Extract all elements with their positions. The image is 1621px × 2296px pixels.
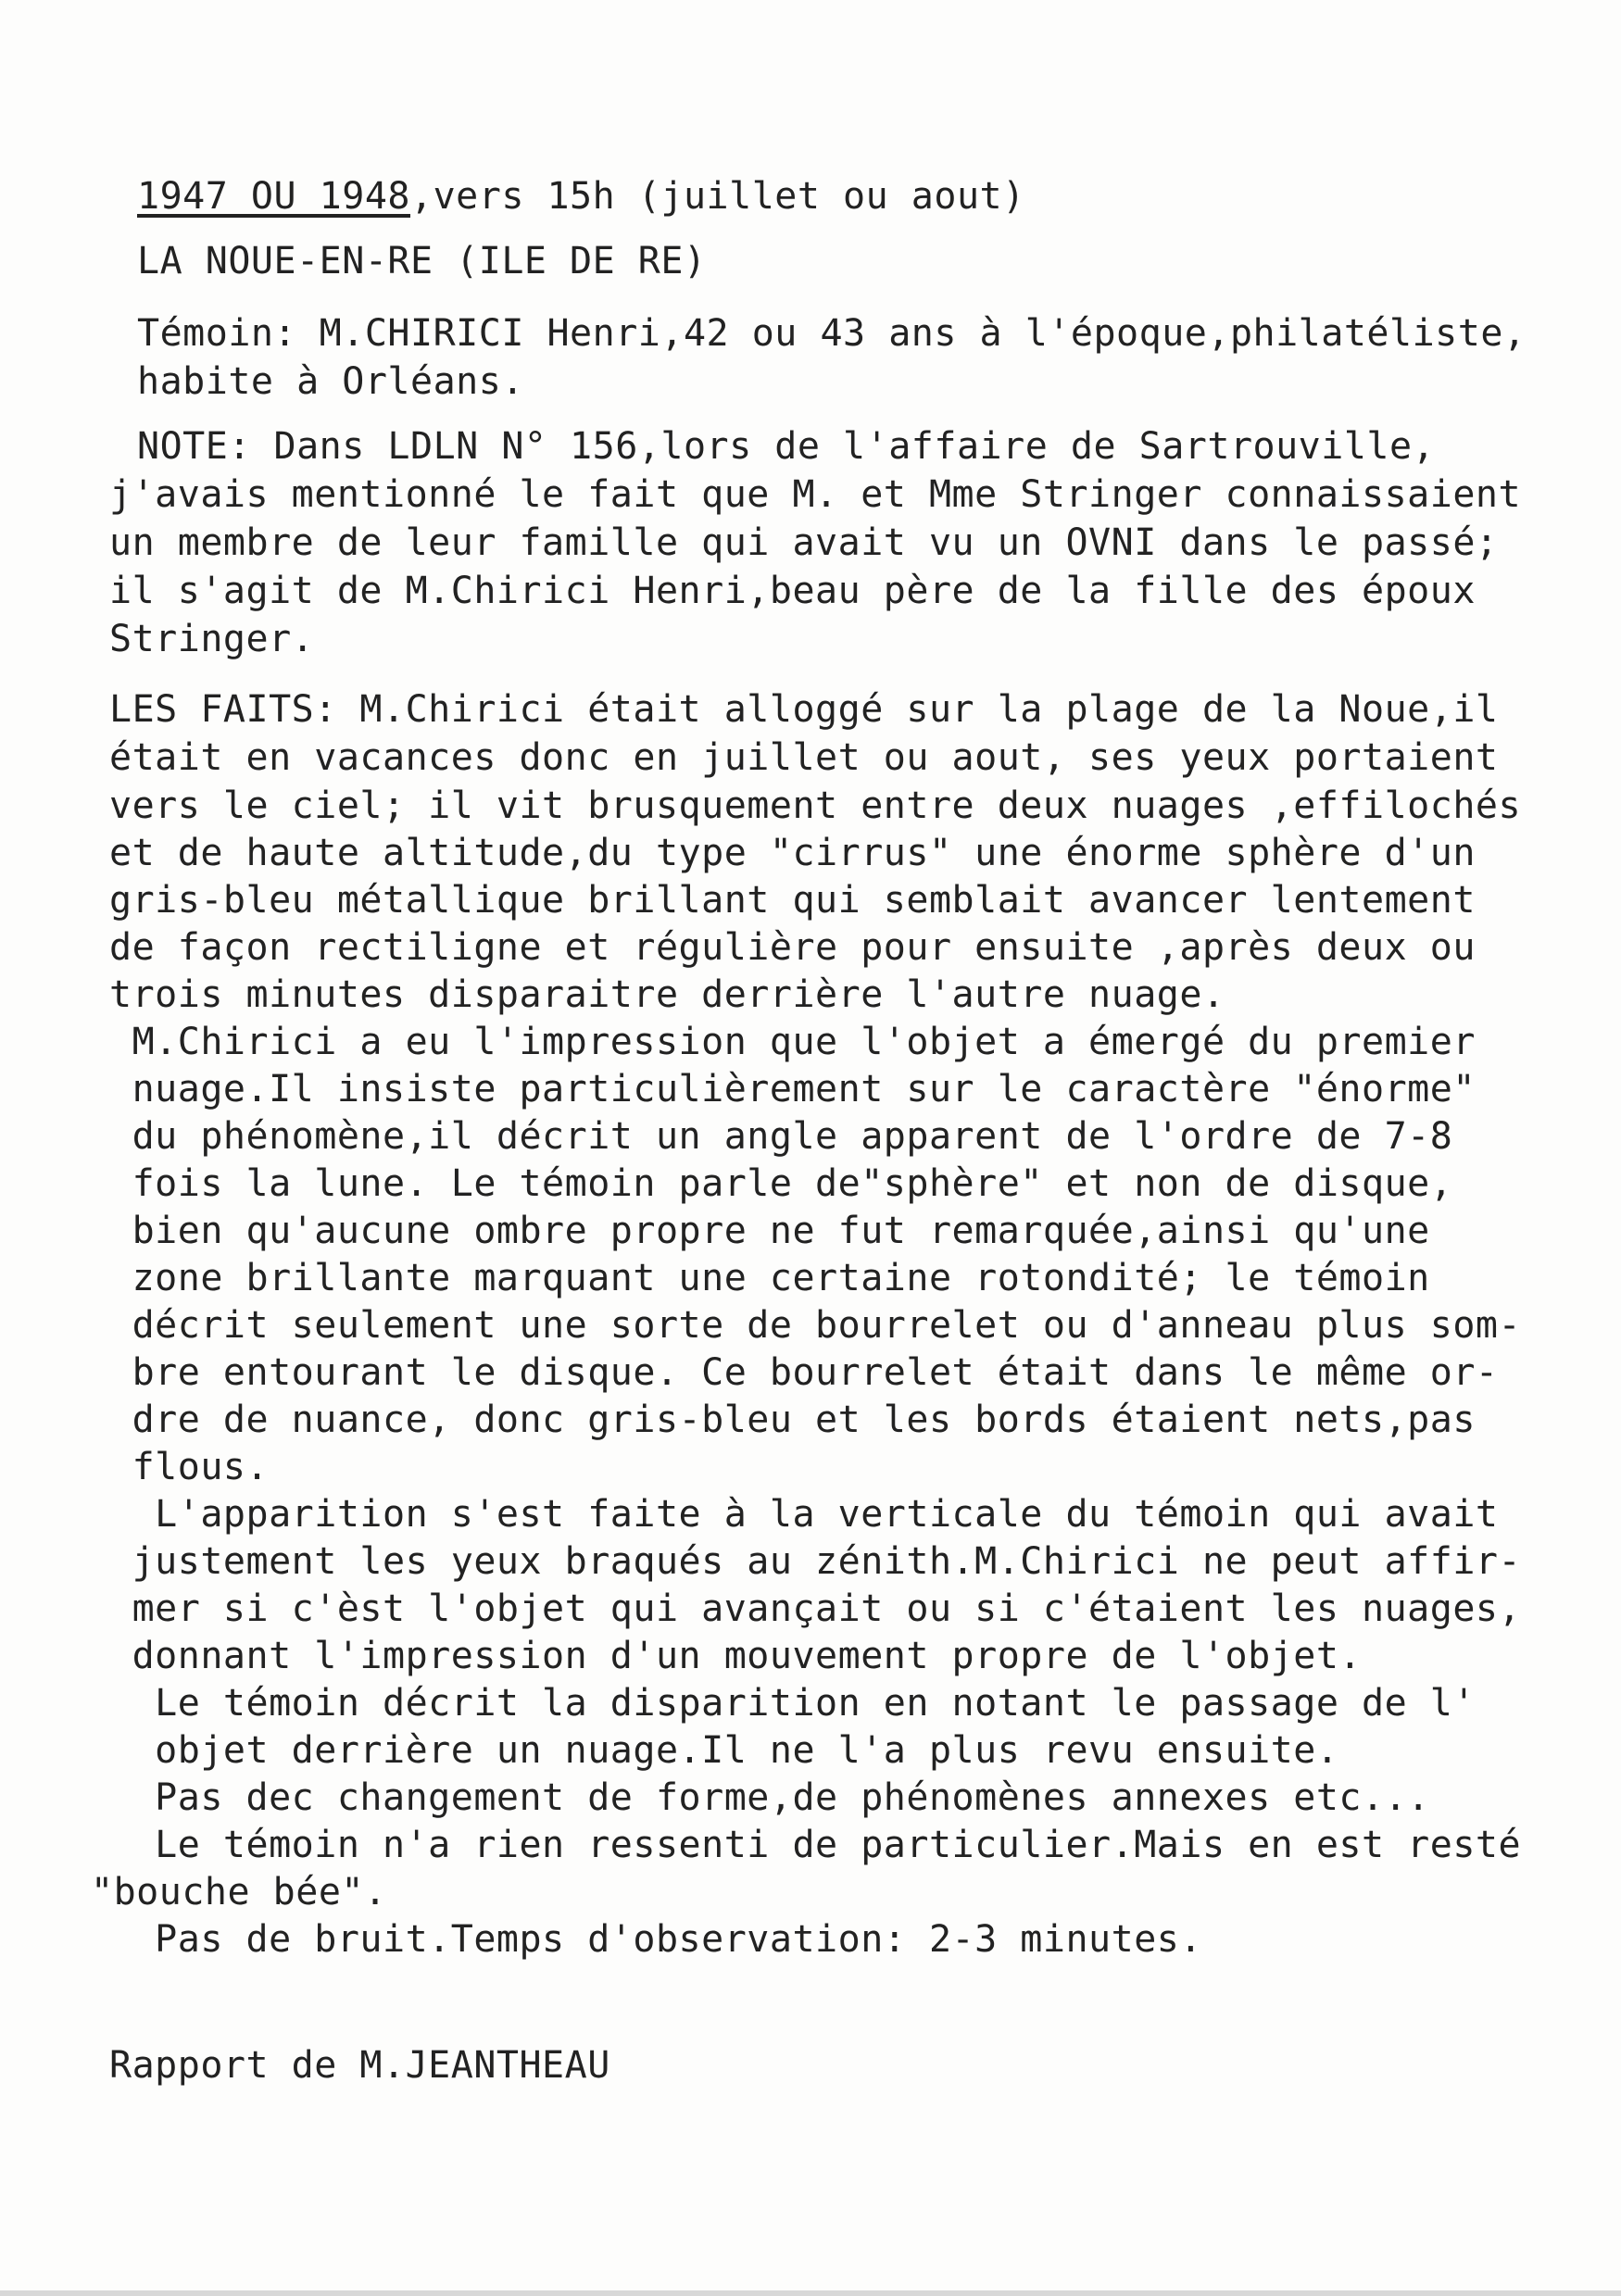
facts-line: bien qu'aucune ombre propre ne fut remarquée,ainsi qu'une <box>109 1210 1430 1252</box>
facts-line: LES FAITS: M.Chirici était alloggé sur la plage de la Noue,il <box>109 688 1499 731</box>
facts-line: zone brillante marquant une certaine rotondité; le témoin <box>109 1257 1430 1299</box>
note-line: un membre de leur famille qui avait vu un OVNI dans le passé; <box>109 521 1499 564</box>
witness-line-1: Témoin: M.CHIRICI Henri,42 ou 43 ans à l'époque,philatéliste, <box>137 312 1527 355</box>
facts-line: L'apparition s'est faite à la verticale du témoin qui avait <box>109 1493 1499 1536</box>
facts-line: gris-bleu métallique brillant qui semblait avancer lentement <box>109 879 1476 922</box>
note-line: il s'agit de M.Chirici Henri,beau père de la fille des époux <box>109 570 1476 612</box>
facts-line: fois la lune. Le témoin parle de"sphère" et non de disque, <box>109 1162 1453 1205</box>
facts-line: et de haute altitude,du type "cirrus" une énorme sphère d'un <box>109 832 1476 874</box>
facts-line: justement les yeux braqués au zénith.M.Chirici ne peut affir- <box>109 1540 1522 1583</box>
facts-line: décrit seulement une sorte de bourrelet ou d'anneau plus som- <box>109 1304 1522 1347</box>
facts-line: bre entourant le disque. Ce bourrelet était dans le même or- <box>109 1351 1499 1394</box>
witness-line-2: habite à Orléans. <box>137 360 524 403</box>
page-bottom-edge <box>0 2290 1621 2296</box>
facts-line: "bouche bée". <box>91 1871 387 1913</box>
facts-line: Le témoin décrit la disparition en notant le passage de l' <box>109 1682 1476 1725</box>
date-text: 1947 OU 1948 <box>137 175 410 218</box>
facts-line: trois minutes disparaitre derrière l'autre nuage. <box>109 973 1225 1016</box>
facts-line: donnant l'impression d'un mouvement propre de l'objet. <box>109 1635 1363 1677</box>
facts-line: objet derrière un nuage.Il ne l'a plus revu ensuite. <box>109 1729 1339 1772</box>
facts-line: Pas de bruit.Temps d'observation: 2-3 minutes. <box>109 1918 1202 1961</box>
facts-line: dre de nuance, donc gris-bleu et les bords étaient nets,pas <box>109 1399 1476 1441</box>
report-signature: Rapport de M.JEANTHEAU <box>109 2044 610 2087</box>
note-line: NOTE: Dans LDLN N° 156,lors de l'affaire de Sartrouville, <box>137 425 1436 468</box>
note-line: j'avais mentionné le fait que M. et Mme Stringer connaissaient <box>109 473 1522 516</box>
facts-line: mer si c'èst l'objet qui avançait ou si c'étaient les nuages, <box>109 1587 1522 1630</box>
facts-line: du phénomène,il décrit un angle apparent de l'ordre de 7-8 <box>109 1115 1453 1158</box>
facts-line: flous. <box>109 1446 270 1488</box>
facts-line: de façon rectiligne et régulière pour ensuite ,après deux ou <box>109 926 1476 969</box>
facts-line: Le témoin n'a rien ressenti de particulier.Mais en est resté <box>109 1824 1522 1866</box>
facts-line: vers le ciel; il vit brusquement entre deux nuages ,effilochés <box>109 784 1522 827</box>
facts-line: M.Chirici a eu l'impression que l'objet a émergé du premier <box>109 1021 1476 1063</box>
time-text: ,vers 15h (juillet ou aout) <box>409 175 1025 218</box>
facts-line: nuage.Il insiste particulièrement sur le caractère "énorme" <box>109 1068 1476 1110</box>
location-heading: LA NOUE-EN-RE (ILE DE RE) <box>137 240 707 282</box>
note-line: Stringer. <box>109 618 315 660</box>
header-line <box>137 174 1025 219</box>
facts-line: Pas dec changement de forme,de phénomènes annexes etc... <box>109 1776 1430 1819</box>
facts-line: était en vacances donc en juillet ou aout, ses yeux portaient <box>109 736 1499 779</box>
